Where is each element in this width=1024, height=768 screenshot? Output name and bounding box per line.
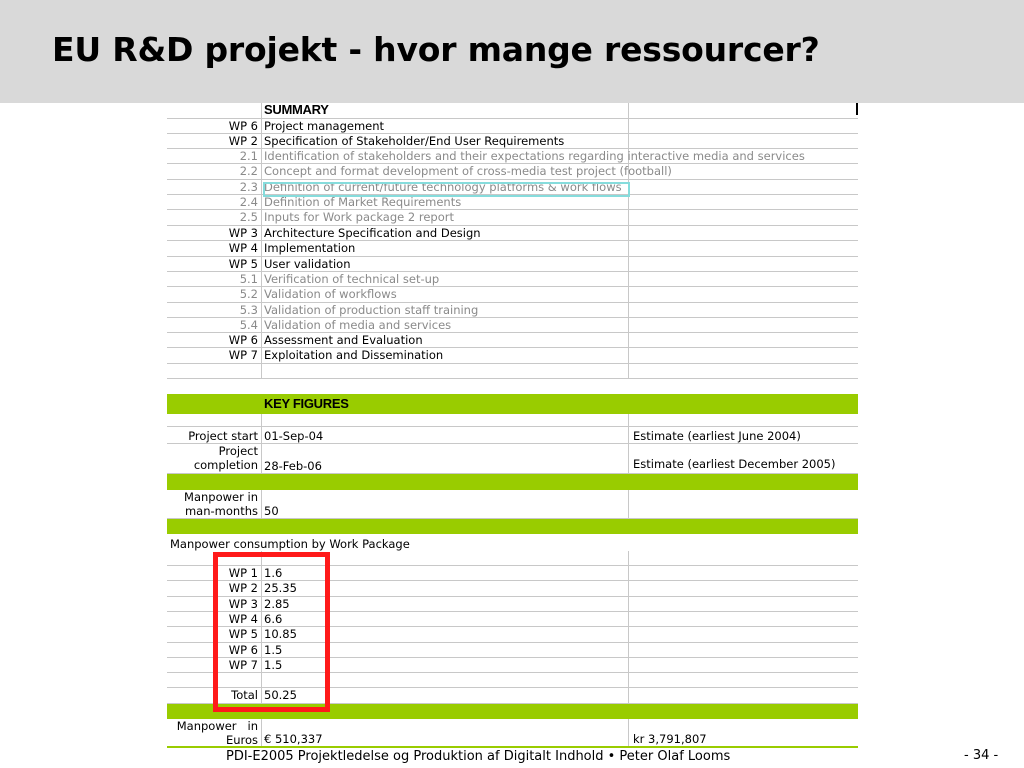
key-figures-header-row [167,394,858,414]
summary-row: WP 7 Exploitation and Dissemination [167,348,858,364]
consumption-row: WP 2 25.35 [167,581,858,597]
summary-row: WP 6 Project management [167,119,858,134]
consumption-row: WP 6 1.5 [167,643,858,658]
page-number: - 34 - [964,748,999,763]
consumption-total-row: Total 50.25 [167,688,858,704]
summary-row: 5.1 Verification of technical set-up [167,272,858,287]
manpower-euros-row: Manpower in Euros € 510,337 kr 3,791,807 [167,719,858,748]
summary-row: 5.2 Validation of workflows [167,287,858,303]
empty-row [167,379,858,394]
summary-row: 2.3 Definition of current/future technology platforms & work flows [167,180,858,195]
summary-header-row [167,103,858,119]
consumption-row: WP 4 6.6 [167,612,858,627]
summary-row: 2.1 Identification of stakeholders and their expectations regarding interactive media and services [167,149,858,164]
empty-row [167,364,858,379]
key-figures-header: KEY FIGURES [264,396,349,411]
summary-row: 5.3 Validation of production staff training [167,303,858,318]
consumption-header-row [167,534,858,551]
project-start-row: Project start 01-Sep-04 Estimate (earliest June 2004) [167,427,858,444]
summary-row: WP 4 Implementation [167,241,858,257]
separator-row [167,474,858,490]
consumption-row: WP 7 1.5 [167,658,858,673]
cell-selection [263,182,630,197]
consumption-header: Manpower consumption by Work Package [170,537,410,551]
title-bar [0,0,1024,103]
highlight-box [213,552,330,712]
summary-row: WP 6 Assessment and Evaluation [167,333,858,348]
footer-text: PDI-E2005 Projektledelse og Produktion af Digitalt Indhold • Peter Olaf Looms [226,749,731,764]
footer [0,746,1024,768]
summary-row: 2.5 Inputs for Work package 2 report [167,210,858,226]
summary-row: WP 2 Specification of Stakeholder/End User Requirements [167,134,858,149]
summary-header: SUMMARY [262,103,629,118]
separator-row [167,519,858,534]
summary-row: 2.2 Concept and format development of cross-media test project (football) [167,164,858,180]
slide-title: EU R&D projekt - hvor mange ressourcer? [52,30,820,69]
summary-row: WP 3 Architecture Specification and Design [167,226,858,241]
summary-row: 2.4 Definition of Market Requirements [167,195,858,210]
manpower-months-row: Manpower in man-months 50 [167,490,858,519]
summary-row: WP 5 User validation [167,257,858,272]
project-completion-row: Project completion 28-Feb-06 Estimate (earliest December 2005) [167,444,858,474]
consumption-row: WP 3 2.85 [167,597,858,612]
consumption-row: WP 1 1.6 [167,566,858,581]
empty-row [167,414,858,427]
consumption-row: WP 5 10.85 [167,627,858,643]
summary-row: 5.4 Validation of media and services [167,318,858,333]
